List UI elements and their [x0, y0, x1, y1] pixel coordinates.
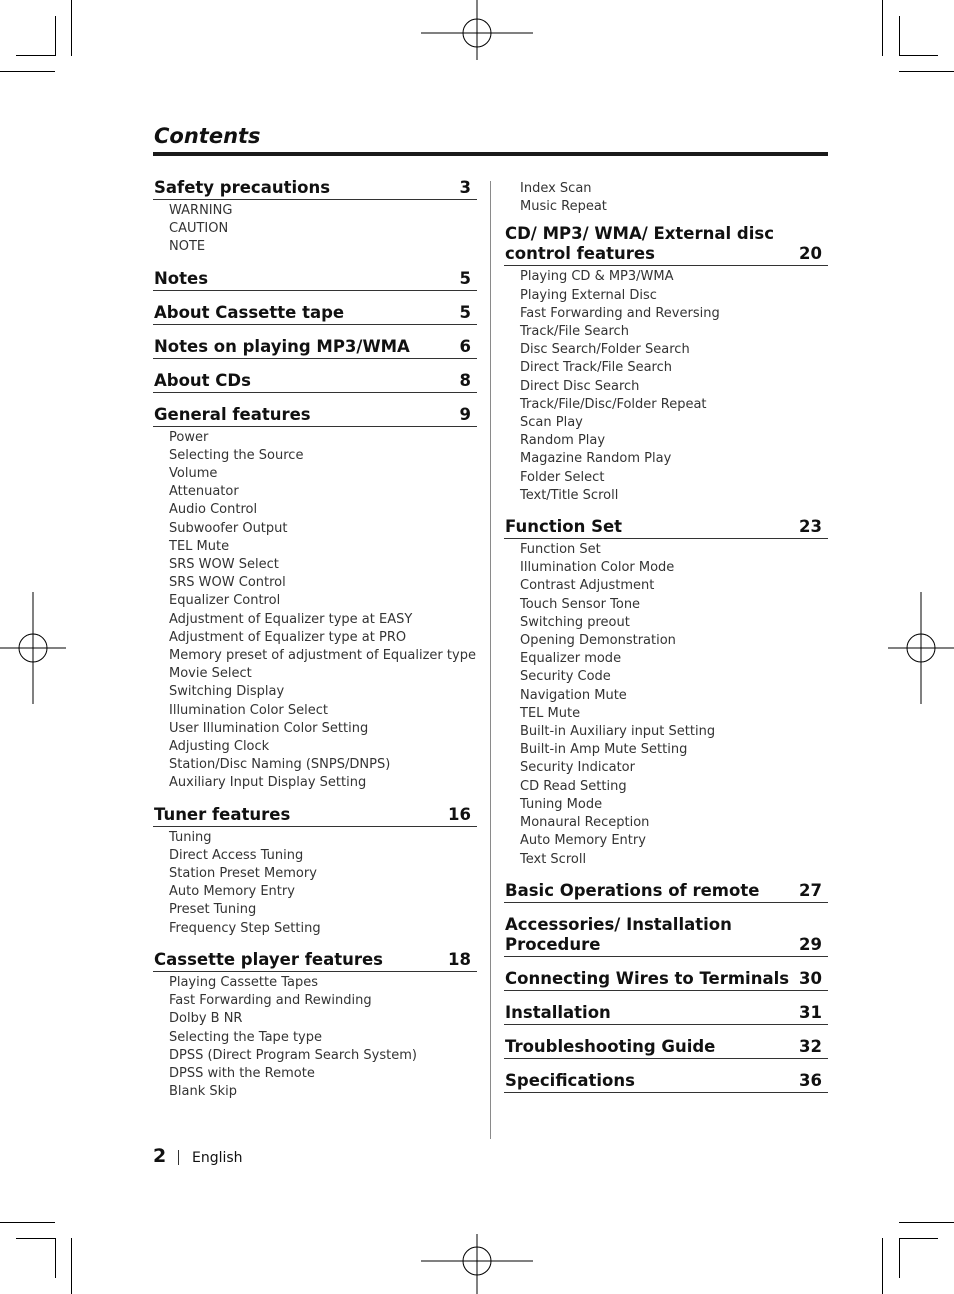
registration-mark-left	[0, 592, 66, 704]
toc-item[interactable]: WARNING	[169, 203, 233, 218]
toc-item[interactable]: Fast Forwarding and Rewinding	[169, 993, 372, 1009]
title-rule	[153, 152, 828, 156]
toc-item[interactable]: Adjustment of Equalizer type at EASY	[169, 611, 413, 627]
toc-heading-page: 31	[799, 1002, 822, 1022]
toc-item[interactable]: Music Repeat	[520, 199, 607, 215]
toc-item[interactable]: User Illumination Color Setting	[169, 720, 369, 736]
toc-section	[153, 178, 477, 257]
toc-heading-title: Accessories/ Installation Procedure	[505, 914, 732, 954]
toc-heading-page: 27	[799, 880, 822, 900]
toc-item[interactable]: Playing CD & MP3/WMA	[520, 269, 674, 285]
toc-heading-title: Specifications	[505, 1070, 635, 1090]
toc-item[interactable]: Track/File/Disc/Folder Repeat	[520, 396, 707, 412]
footer-language: English	[192, 1150, 243, 1166]
crop-mark	[55, 16, 56, 56]
toc-item[interactable]: Volume	[169, 466, 218, 482]
toc-item[interactable]: Touch Sensor Tone	[520, 596, 641, 612]
toc-heading-title: CD/ MP3/ WMA/ External disc control features	[505, 224, 774, 264]
toc-item[interactable]: Direct Access Tuning	[169, 847, 304, 863]
toc-heading[interactable]	[504, 224, 828, 266]
toc-item[interactable]: Blank Skip	[169, 1084, 238, 1100]
toc-item[interactable]: Security Indicator	[520, 760, 635, 776]
toc-item[interactable]: Opening Demonstration	[520, 633, 676, 649]
toc-item[interactable]: Security Code	[520, 669, 611, 685]
toc-heading[interactable]	[504, 1071, 828, 1093]
toc-heading-title: Installation	[505, 1002, 611, 1022]
toc-heading-page: 20	[799, 244, 822, 264]
crop-mark	[899, 16, 900, 56]
toc-item[interactable]: Auto Memory Entry	[169, 884, 295, 900]
toc-left-column	[153, 178, 477, 1113]
toc-item[interactable]: TEL Mute	[520, 705, 581, 721]
toc-heading-title: Safety precautions	[154, 178, 331, 197]
toc-heading[interactable]	[153, 269, 477, 291]
toc-item[interactable]: CD Read Setting	[520, 778, 627, 794]
toc-heading-page: 6	[459, 336, 471, 356]
toc-item[interactable]: Built-in Amp Mute Setting	[520, 742, 688, 758]
toc-item[interactable]: Auto Memory Entry	[520, 833, 646, 849]
toc-heading[interactable]	[153, 405, 477, 427]
toc-item[interactable]: Random Play	[520, 433, 606, 449]
toc-item[interactable]: Attenuator	[169, 484, 239, 500]
crop-mark	[0, 71, 55, 72]
toc-heading-title: Troubleshooting Guide	[505, 1036, 716, 1056]
footer-separator	[178, 1150, 179, 1165]
toc-section	[504, 1003, 828, 1025]
crop-mark	[899, 71, 954, 72]
crop-mark	[55, 1238, 56, 1278]
toc-item[interactable]: Illumination Color Select	[169, 702, 328, 718]
toc-section	[504, 1071, 828, 1093]
toc-heading[interactable]	[153, 950, 477, 972]
toc-heading[interactable]	[504, 969, 828, 991]
toc-heading[interactable]	[504, 1003, 828, 1025]
toc-item[interactable]: Scan Play	[520, 415, 583, 431]
toc-section	[153, 805, 477, 938]
registration-mark-top	[421, 0, 533, 62]
crop-mark	[899, 1238, 938, 1239]
toc-heading[interactable]	[153, 805, 477, 827]
toc-item[interactable]: Memory preset of adjustment of Equalizer type	[169, 648, 476, 664]
registration-mark-right	[888, 592, 954, 704]
toc-item-list	[504, 266, 828, 505]
toc-heading-title: Notes on playing MP3/WMA	[154, 336, 410, 356]
toc-heading[interactable]	[504, 517, 828, 539]
toc-section	[504, 915, 828, 957]
toc-item[interactable]: Function Set	[520, 542, 601, 558]
toc-item[interactable]: Playing External Disc	[520, 287, 657, 303]
crop-mark	[71, 1238, 72, 1294]
toc-item[interactable]: Station Preset Memory	[169, 866, 317, 882]
toc-section	[153, 405, 477, 793]
toc-item[interactable]: Magazine Random Play	[520, 451, 672, 467]
toc-item[interactable]: Station/Disc Naming (SNPS/DNPS)	[169, 757, 391, 773]
toc-item[interactable]: Tuning	[169, 829, 212, 845]
toc-section	[504, 881, 828, 903]
toc-heading-page: 18	[448, 949, 471, 969]
toc-section	[153, 950, 477, 1101]
toc-heading-title: General features	[154, 404, 311, 424]
toc-heading-title: About Cassette tape	[154, 302, 345, 322]
toc-item[interactable]: Switching preout	[520, 614, 630, 630]
toc-item[interactable]: Auxiliary Input Display Setting	[169, 775, 367, 791]
toc-section	[504, 969, 828, 991]
crop-mark	[882, 1238, 883, 1294]
toc-section	[153, 269, 477, 291]
crop-mark	[16, 1238, 55, 1239]
toc-item[interactable]: Disc Search/Folder Search	[520, 342, 690, 358]
toc-heading[interactable]	[504, 915, 828, 957]
toc-item[interactable]: Equalizer mode	[520, 651, 622, 667]
registration-mark-bottom	[421, 1232, 533, 1294]
toc-item-list	[153, 972, 477, 1101]
crop-mark	[882, 0, 883, 56]
toc-heading-page: 36	[799, 1070, 822, 1090]
crop-mark	[71, 0, 72, 56]
toc-item[interactable]: DPSS (Direct Program Search System)	[169, 1047, 417, 1063]
toc-heading-page: 29	[799, 934, 822, 954]
toc-heading[interactable]	[153, 178, 477, 200]
toc-item[interactable]: Fast Forwarding and Reversing	[520, 305, 720, 321]
footer-page-number: 2	[153, 1145, 167, 1167]
toc-heading[interactable]	[504, 1037, 828, 1059]
toc-item[interactable]: Adjusting Clock	[169, 739, 270, 755]
toc-heading[interactable]	[153, 303, 477, 325]
toc-item[interactable]: Built-in Auxiliary input Setting	[520, 724, 716, 740]
column-divider	[490, 181, 491, 1139]
toc-item[interactable]: Illumination Color Mode	[520, 560, 675, 576]
toc-item[interactable]: Power	[169, 429, 209, 445]
toc-heading-page: 8	[459, 370, 471, 390]
toc-item[interactable]: Selecting the Tape type	[169, 1029, 322, 1045]
crop-mark	[899, 1222, 954, 1223]
toc-item[interactable]: SRS WOW Control	[169, 575, 286, 591]
toc-heading-title: About CDs	[154, 370, 251, 390]
toc-item[interactable]: SRS WOW Select	[169, 557, 279, 573]
crop-mark	[0, 1222, 55, 1223]
toc-item-list	[504, 539, 828, 869]
toc-heading-page: 5	[459, 268, 471, 288]
toc-item[interactable]: Text/Title Scroll	[520, 487, 619, 503]
crop-mark	[16, 55, 55, 56]
toc-item[interactable]: Selecting the Source	[169, 447, 304, 463]
page-title: Contents	[154, 124, 261, 148]
toc-item[interactable]: Preset Tuning	[169, 902, 257, 918]
toc-heading-title: Notes	[154, 268, 209, 288]
toc-item[interactable]: Frequency Step Setting	[169, 920, 321, 936]
toc-heading-page: 9	[459, 404, 471, 424]
toc-heading-page: 23	[799, 517, 822, 537]
toc-continuation-list	[504, 178, 828, 216]
toc-item-list	[153, 827, 477, 938]
toc-heading-title: Cassette player features	[154, 949, 383, 969]
toc-right-column	[504, 178, 828, 1105]
toc-item[interactable]: Audio Control	[169, 502, 258, 518]
toc-item[interactable]: Equalizer Control	[169, 593, 281, 609]
toc-heading-page: 32	[799, 1036, 822, 1056]
toc-heading[interactable]	[153, 337, 477, 359]
toc-item[interactable]: Playing Cassette Tapes	[169, 974, 319, 990]
toc-item[interactable]: Dolby B NR	[169, 1011, 243, 1027]
crop-mark	[899, 55, 938, 56]
crop-mark	[899, 1238, 900, 1278]
toc-item[interactable]: Subwoofer Output	[169, 520, 288, 536]
toc-item[interactable]: Movie Select	[169, 666, 252, 682]
toc-item[interactable]: Switching Display	[169, 684, 285, 700]
toc-item[interactable]: Adjustment of Equalizer type at PRO	[169, 629, 407, 645]
toc-section	[153, 337, 477, 359]
toc-item[interactable]: Direct Disc Search	[520, 378, 640, 394]
toc-heading-title: Function Set	[505, 517, 623, 537]
toc-item-list	[153, 200, 477, 257]
toc-item[interactable]: NOTE	[169, 239, 206, 255]
toc-item[interactable]: Folder Select	[520, 469, 605, 485]
toc-section	[504, 517, 828, 869]
toc-heading-title: Connecting Wires to Terminals	[505, 968, 790, 988]
toc-heading-page: 30	[799, 968, 822, 988]
toc-section	[153, 303, 477, 325]
toc-item[interactable]: Index Scan	[520, 181, 592, 196]
toc-heading-page: 5	[459, 302, 471, 322]
toc-item[interactable]: Contrast Adjustment	[520, 578, 655, 594]
toc-heading-title: Tuner features	[154, 804, 291, 824]
toc-section	[153, 371, 477, 393]
toc-item[interactable]: DPSS with the Remote	[169, 1065, 315, 1081]
toc-item[interactable]: CAUTION	[169, 221, 229, 237]
toc-item[interactable]: Text Scroll	[520, 851, 587, 867]
toc-item[interactable]: Tuning Mode	[520, 796, 603, 812]
toc-item-list	[153, 427, 477, 793]
toc-item[interactable]: Track/File Search	[520, 324, 629, 340]
toc-section	[504, 224, 828, 505]
toc-item[interactable]: Navigation Mute	[520, 687, 627, 703]
toc-heading-page: 16	[448, 804, 471, 824]
toc-item[interactable]: Monaural Reception	[520, 815, 650, 831]
toc-heading[interactable]	[504, 881, 828, 903]
toc-heading-page: 3	[459, 178, 471, 197]
toc-heading[interactable]	[153, 371, 477, 393]
toc-item[interactable]: Direct Track/File Search	[520, 360, 673, 376]
toc-item[interactable]: TEL Mute	[169, 538, 230, 554]
toc-section	[504, 1037, 828, 1059]
toc-heading-title: Basic Operations of remote	[505, 880, 760, 900]
